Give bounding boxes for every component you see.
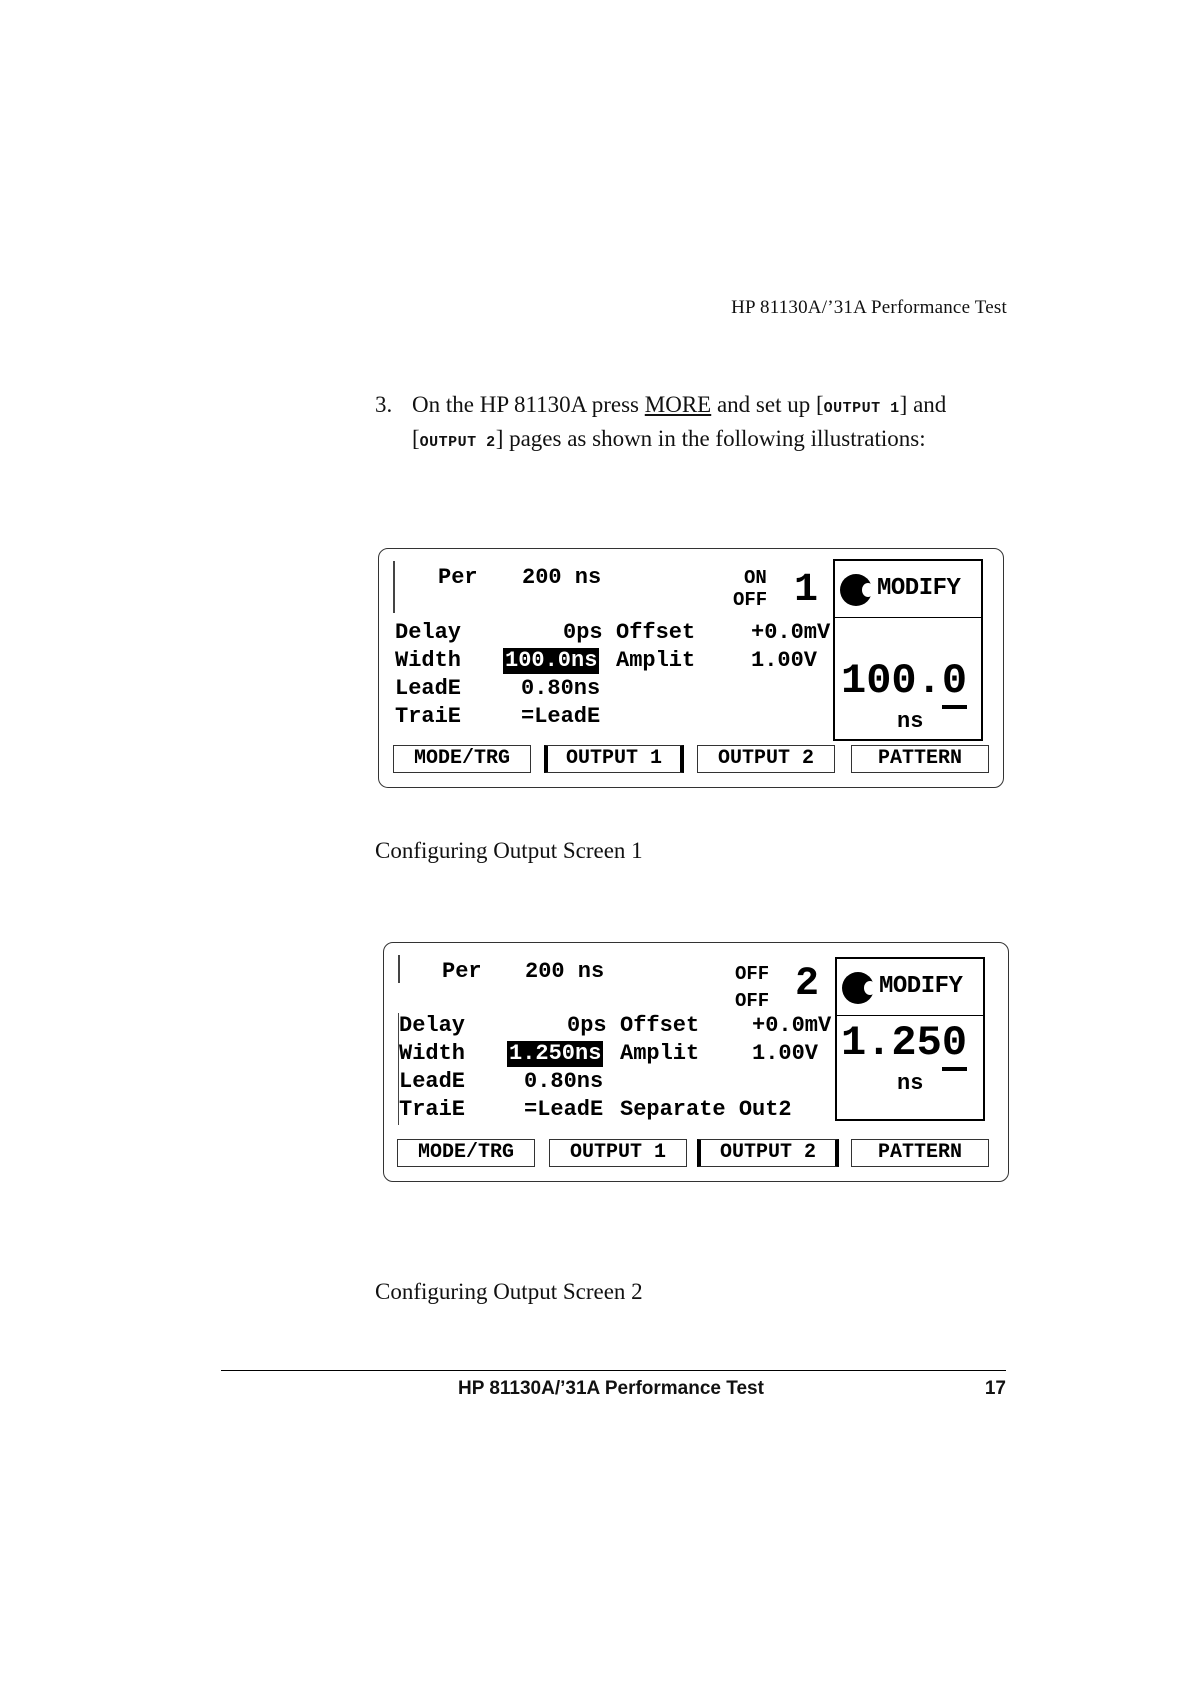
caption-screen-2: Configuring Output Screen 2	[375, 1279, 643, 1304]
softkey-pattern[interactable]: PATTERN	[851, 745, 989, 773]
width-label: Width	[399, 1041, 466, 1066]
offset-value: +0.0mV	[752, 1013, 832, 1038]
modify-unit: ns	[897, 1071, 924, 1096]
modify-header	[837, 959, 983, 1016]
softkey-pattern[interactable]: PATTERN	[851, 1139, 989, 1167]
output-state-bottom: OFF	[735, 990, 770, 1012]
modify-panel	[833, 559, 983, 741]
leade-label: LeadE	[399, 1069, 466, 1094]
more-key: MORE	[644, 392, 712, 417]
modify-value-main: 1.25	[841, 1019, 942, 1067]
step-text-part: ] and	[899, 392, 947, 417]
step-text-part: ] pages as shown in the following illustrations:	[495, 426, 926, 451]
softkey-output-1[interactable]: OUTPUT 1	[544, 745, 684, 773]
width-label: Width	[395, 648, 462, 673]
delay-value: 0ps	[567, 1013, 607, 1038]
output-state-top: ON	[744, 567, 767, 589]
traie-label: TraiE	[399, 1097, 466, 1122]
footer-rule	[221, 1370, 1006, 1371]
modify-value-cursor: 0	[942, 657, 967, 709]
per-label: Per	[438, 565, 478, 590]
offset-label: Offset	[620, 1013, 700, 1038]
leade-value: 0.80ns	[521, 676, 601, 701]
step-3-instruction	[375, 390, 1015, 458]
step-number: 3.	[375, 392, 393, 417]
leade-value: 0.80ns	[524, 1069, 604, 1094]
rotary-knob-icon	[840, 574, 872, 606]
softkey-mode-trg[interactable]: MODE/TRG	[393, 745, 531, 773]
amplit-label: Amplit	[616, 648, 696, 673]
step-text-part: [	[412, 426, 420, 451]
step-text	[412, 390, 1015, 458]
amplit-value: 1.00V	[752, 1041, 819, 1066]
output-screen-1	[378, 548, 1004, 788]
offset-label: Offset	[616, 620, 696, 645]
screen-edge-mark	[393, 561, 395, 613]
separate-out2-label: Separate Out2	[620, 1097, 792, 1122]
delay-label: Delay	[399, 1013, 466, 1038]
modify-value-main: 100.	[841, 657, 942, 705]
traie-value: =LeadE	[521, 704, 601, 729]
per-label: Per	[442, 959, 482, 984]
channel-number: 1	[794, 568, 819, 613]
output-state-top: OFF	[735, 963, 770, 985]
step-text-part: On the HP 81130A press	[412, 392, 645, 417]
output-2-key: OUTPUT 2	[419, 434, 496, 451]
softkey-mode-trg[interactable]: MODE/TRG	[397, 1139, 535, 1167]
width-value-selected[interactable]: 1.250ns	[509, 1041, 602, 1066]
modify-label: MODIFY	[877, 575, 961, 602]
per-value: 200 ns	[525, 959, 605, 984]
modify-header	[835, 561, 981, 618]
rotary-knob-icon	[842, 972, 874, 1004]
per-value: 200 ns	[522, 565, 602, 590]
traie-value: =LeadE	[524, 1097, 604, 1122]
delay-label: Delay	[395, 620, 462, 645]
output-state-bottom: OFF	[733, 589, 768, 611]
amplit-value: 1.00V	[751, 648, 818, 673]
output-screen-2	[383, 942, 1009, 1182]
leade-label: LeadE	[395, 676, 462, 701]
caption-screen-1: Configuring Output Screen 1	[375, 838, 643, 863]
modify-unit: ns	[897, 709, 924, 734]
offset-value: +0.0mV	[751, 620, 831, 645]
softkey-output-1[interactable]: OUTPUT 1	[549, 1139, 687, 1167]
footer-title: HP 81130A/’31A Performance Test	[458, 1378, 764, 1399]
softkey-output-2[interactable]: OUTPUT 2	[697, 1139, 839, 1167]
output-1-key: OUTPUT 1	[823, 400, 900, 417]
softkey-output-2[interactable]: OUTPUT 2	[697, 745, 835, 773]
page-number: 17	[984, 1378, 1006, 1399]
running-header: HP 81130A/’31A Performance Test	[731, 297, 1007, 318]
modify-value	[841, 1021, 967, 1065]
step-text-part: and set up [	[711, 392, 824, 417]
width-value-selected[interactable]: 100.0ns	[505, 648, 598, 673]
traie-label: TraiE	[395, 704, 462, 729]
modify-value-cursor: 0	[942, 1019, 967, 1071]
modify-value	[841, 659, 967, 703]
channel-number: 2	[795, 962, 820, 1007]
modify-panel	[835, 957, 985, 1121]
screen-edge-mark	[398, 955, 400, 983]
delay-value: 0ps	[563, 620, 603, 645]
amplit-label: Amplit	[620, 1041, 700, 1066]
modify-label: MODIFY	[879, 973, 963, 1000]
